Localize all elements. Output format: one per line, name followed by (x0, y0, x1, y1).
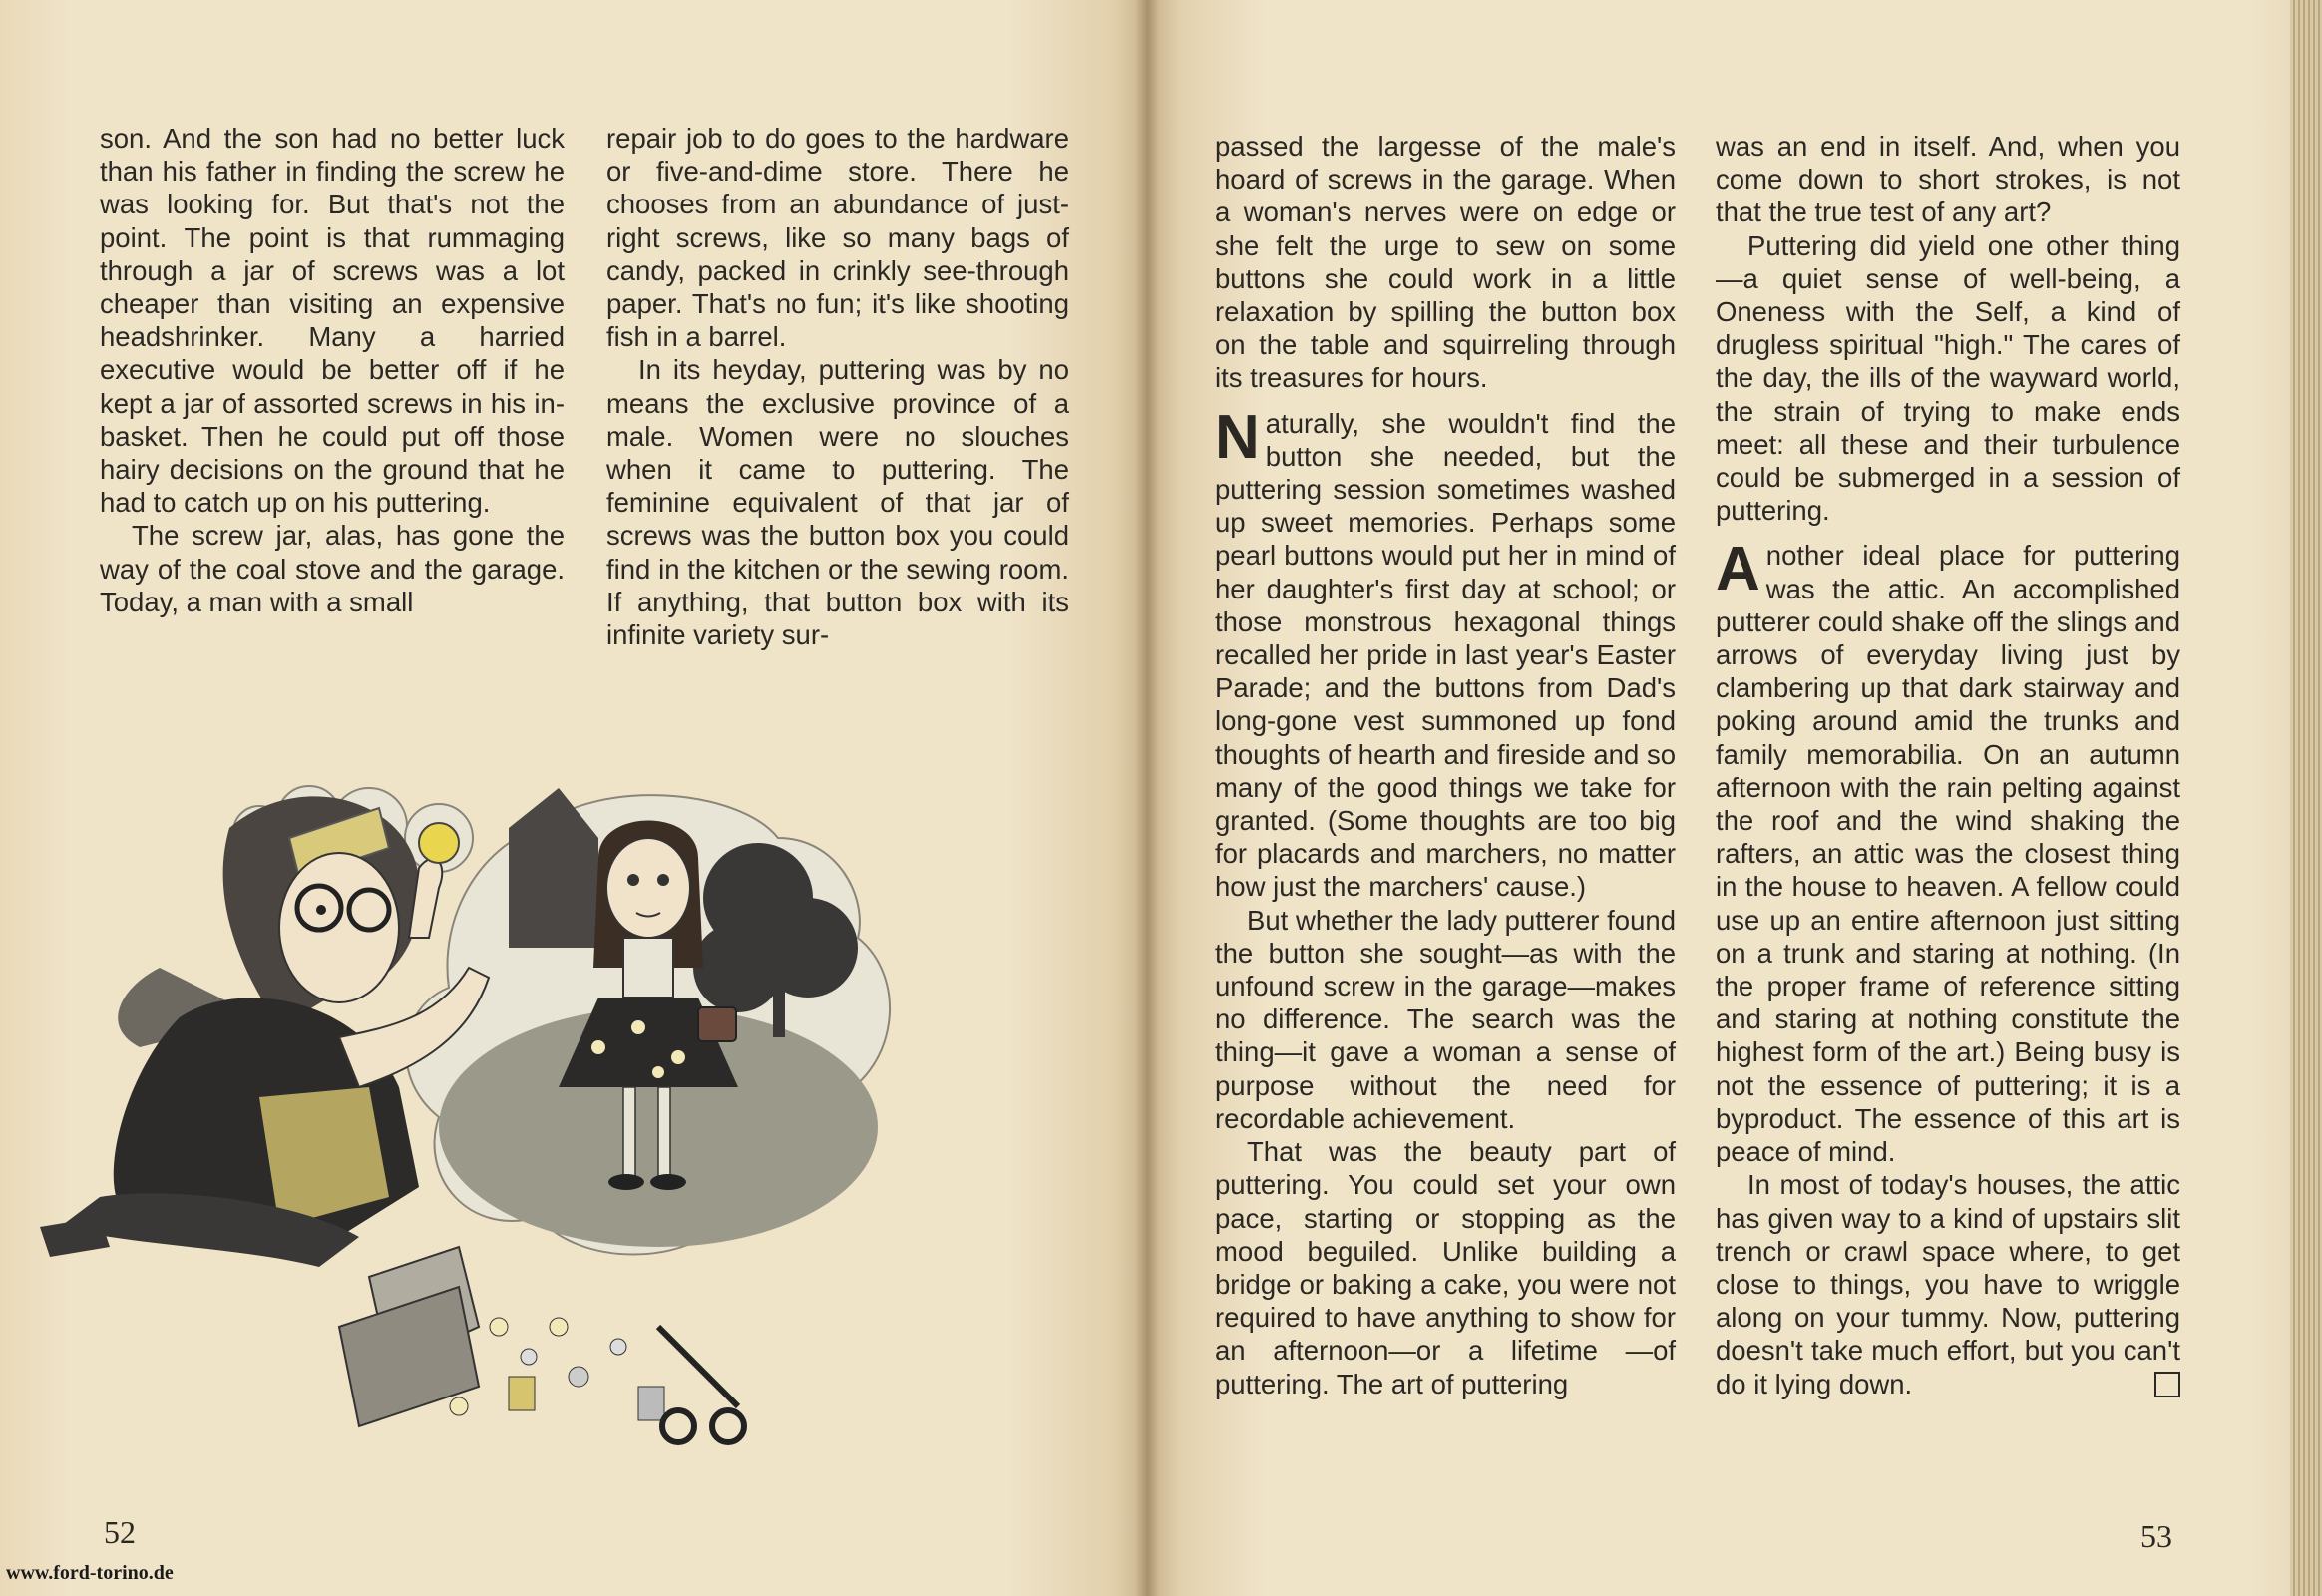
woman-figure (40, 796, 489, 1267)
watermark: www.ford-torino.de (6, 1562, 174, 1584)
page-number-right: 53 (2140, 1518, 2172, 1554)
woman-with-button-illustration (40, 768, 1117, 1526)
paragraph-text: In most of today's houses, the attic has given way to a kind of upstairs slit trench or crawl space where, to get close to things, you have to wriggle along on your tummy. Now, puttering doesn't take much effort, but you can't do it lying down. (1716, 1169, 2180, 1399)
drop-cap: A (1716, 535, 1760, 604)
paragraph: Puttering did yield one other thing—a quiet sense of well-being, a Oneness with the Self, a kind of drugless spiritual "high." The cares of the day, the ills of the wayward world, the strain of trying to make ends meet: all these and their turbulence could be submerged in a session of puttering. (1716, 229, 2180, 527)
paragraph: was an end in itself. And, when you come down to short strokes, is not that the true test of any art? (1716, 131, 2180, 228)
end-mark-icon (2154, 1372, 2180, 1397)
paragraph: repair job to do goes to the hardware or five-and-dime store. There he chooses from an abundance of just-right screws, like so many bags of candy, packed in crinkly see-through paper. That's no fun; it's like shooting fish in a barrel. (606, 123, 1069, 353)
paragraph: passed the largesse of the male's hoard of screws in the garage. When a woman's nerves were on edge or she felt the urge to sew on some buttons she could work in a little relaxation by spilling the button box on the table and squirreling through its treasures for hours. (1215, 131, 1676, 394)
drop-cap: N (1215, 402, 1260, 472)
button-icon (419, 823, 459, 863)
left-column-1 (100, 122, 565, 618)
paragraph: That was the beauty part of puttering. You could set your own pace, starting or stopping as the mood beguiled. Unlike building a bridge or baking a cake, you were not required to have anything to show for an afternoon—or a lifetime —of puttering. The art of puttering (1215, 1136, 1676, 1399)
right-column-1 (1215, 130, 1676, 1400)
paragraph-text: aturally, she wouldn't find the button she needed, but the puttering session sometimes washed up sweet memories. Perhaps some pearl buttons would put her in mind of her daughter's first day at school; or those monstrous hexagonal things recalled her pride in last year's Easter Parade; and the buttons from Dad's long-gone vest summoned up fond thoughts of hearth and fireside and so many of the good things we take for granted. (Some thoughts are too big for placards and marchers, no matter how just the marchers' cause.) (1215, 407, 1676, 903)
paragraph (1716, 1168, 2180, 1399)
paragraph: The screw jar, alas, has gone the way of the coal stove and the garage. Today, a man with a small (100, 520, 565, 617)
right-column-2 (1716, 130, 2180, 1400)
page-number-left: 52 (104, 1514, 136, 1550)
paragraph: In its heyday, puttering was by no means the exclusive province of a male. Women were no slouches when it came to puttering. The feminine equivalent of that jar of screws was the button box you could find in the kitchen or the sewing room. If anything, that button box with its infinite variety sur- (606, 354, 1069, 651)
paragraph-text: nother ideal place for puttering was the attic. An accomplished putterer could shake off the slings and arrows of everyday living just by clambering up that dark stairway and poking around amid the trunks and family memorabilia. On an autumn afternoon with the rain pelting against the roof and the wind shaking the rafters, an attic was the closest thing in the house to heaven. A fellow could use up an entire afternoon just sitting on a trunk and staring at nothing. (In the proper frame of reference sitting and staring at nothing constitute the highest form of the art.) Being busy is not the essence of puttering; it is a byproduct. The essence of this art is peace of mind. (1716, 540, 2180, 1168)
paragraph: But whether the lady putterer found the button she sought—as with the unfound screw in the garage—makes no difference. The search was the thing—it gave a woman a sense of purpose without the need for recordable achievement. (1215, 904, 1676, 1134)
paragraph: son. And the son had no better luck than his father in finding the screw he was looking for. But that's not the point. The point is that rummaging through a jar of screws was a lot cheaper than visiting an expensive headshrinker. Many a harried executive would be better off if he kept a jar of assorted screws in his in-basket. Then he could put off those hairy decisions on the ground that he had to catch up on his puttering. (100, 123, 565, 519)
paragraph (1716, 535, 2180, 1168)
page-gutter (1135, 0, 1159, 1596)
paragraph (1215, 402, 1676, 904)
button-box (339, 1247, 744, 1442)
left-column-2 (606, 122, 1069, 651)
page-edge (2290, 0, 2322, 1596)
